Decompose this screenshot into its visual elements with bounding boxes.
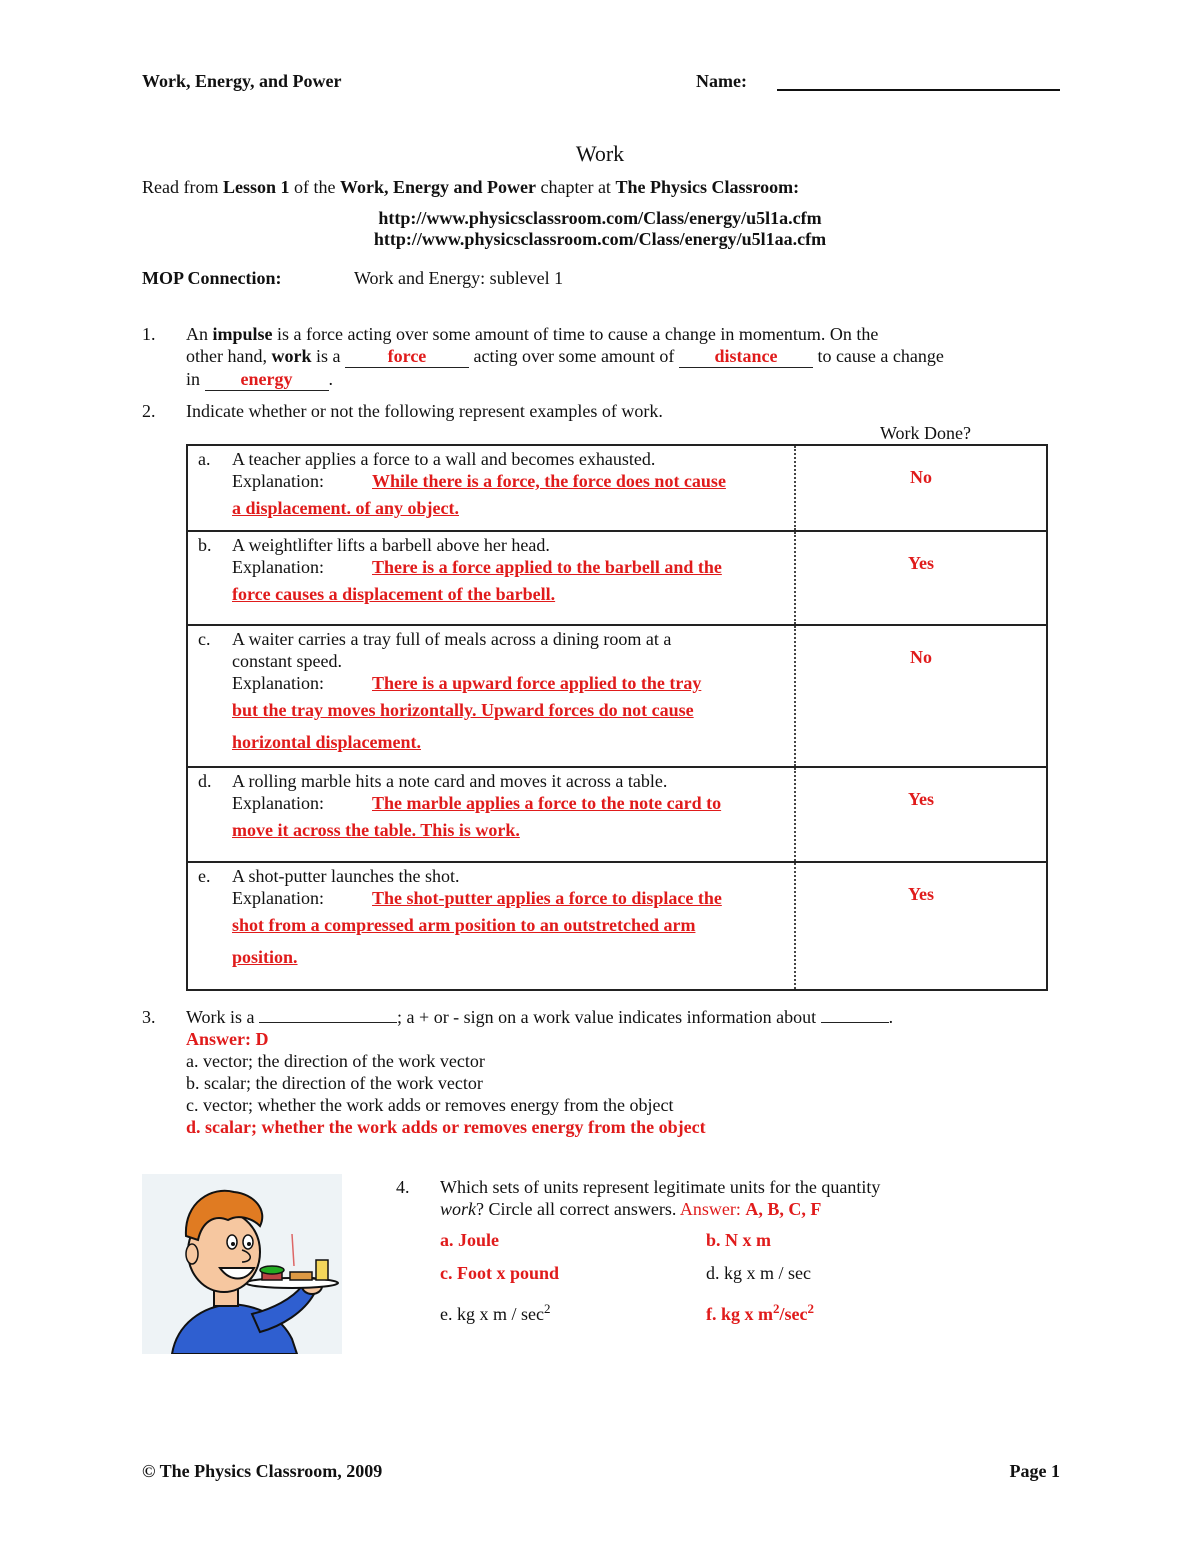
row-explanation: force causes a displacement of the barbell. — [232, 584, 556, 604]
work-done-answer: Yes — [795, 862, 1047, 990]
q2-number: 2. — [142, 401, 156, 421]
row-scenario: A teacher applies a force to a wall and becomes exhausted. — [232, 449, 656, 469]
row-letter: b. — [198, 535, 212, 555]
row-scenario: constant speed. — [232, 651, 342, 671]
q4-option-e: e. kg x m / $\sec^2$ — [440, 1301, 551, 1324]
row-letter: e. — [198, 866, 211, 886]
row-explanation: While there is a force, the force does not cause — [372, 471, 726, 491]
row-scenario: A rolling marble hits a note card and moves it across a table. — [232, 771, 668, 791]
table-row — [187, 531, 1047, 625]
row-explanation: The shot-putter applies a force to displace the — [372, 888, 722, 908]
mop-value: Work and Energy: sublevel 1 — [354, 268, 564, 288]
row-letter: d. — [198, 771, 212, 791]
q1-answer-energy: energy — [205, 368, 329, 391]
work-done-answer: Yes — [795, 531, 1047, 625]
q1-number: 1. — [142, 324, 156, 344]
q4-option-a: a. Joule — [440, 1230, 500, 1250]
q1-answer-force: force — [345, 345, 469, 368]
document-title: Work, Energy, and Power — [142, 71, 342, 91]
mop-label: MOP Connection: — [142, 268, 282, 288]
row-explanation: There is a upward force applied to the tray — [372, 673, 702, 693]
q1-answer-distance: distance — [679, 345, 813, 368]
table-row — [187, 767, 1047, 862]
q3-text: Work is a ; a + or - sign on a work value indicates information about . Answer: D a. vector; the direction of the work vector b. scalar; the direction of the work vector c. vector; whether the work adds or removes energy from the object d. scalar; whether the work adds or removes energy from the object — [186, 1006, 1066, 1138]
row-explanation: The marble applies a force to the note card to — [372, 793, 722, 813]
page-title: Work — [575, 141, 625, 166]
q4-option-f: f. kg x $m^2/\sec^2$ — [706, 1301, 814, 1324]
row-explanation: horizontal displacement. — [232, 732, 421, 752]
explanation-label: Explanation: — [232, 793, 324, 813]
table-row — [187, 625, 1047, 767]
row-scenario: A shot-putter launches the shot. — [232, 866, 460, 886]
table-row — [187, 445, 1047, 531]
q4-option-d: d. kg x m / sec — [706, 1263, 811, 1283]
q4-option-c: c. Foot x pound — [440, 1263, 560, 1283]
work-done-header: Work Done? — [880, 423, 972, 443]
q3-answer: Answer: D — [186, 1029, 269, 1049]
q3-option-c: c. vector; whether the work adds or removes energy from the object — [186, 1095, 674, 1115]
name-field-line[interactable] — [777, 89, 1060, 91]
row-letter: c. — [198, 629, 211, 649]
row-letter: a. — [198, 449, 211, 469]
row-explanation: shot from a compressed arm position to an outstretched arm — [232, 915, 696, 935]
work-examples-table — [186, 444, 1048, 991]
row-scenario: A waiter carries a tray full of meals across a dining room at a — [232, 629, 672, 649]
table-row — [187, 862, 1047, 990]
q3-blank-1 — [259, 1006, 397, 1023]
lesson-url-1[interactable]: http://www.physicsclassroom.com/Class/energy/u5l1a.cfm — [378, 208, 822, 228]
waiter-illustration — [142, 1174, 342, 1354]
footer-copyright: © The Physics Classroom, 2009 — [142, 1461, 383, 1481]
row-explanation: There is a force applied to the barbell and the — [372, 557, 722, 577]
row-explanation: position. — [232, 947, 298, 967]
name-label: Name: — [696, 71, 747, 91]
q3-option-a: a. vector; the direction of the work vector — [186, 1051, 485, 1071]
q4-number: 4. — [396, 1177, 410, 1197]
q3-number: 3. — [142, 1007, 156, 1027]
row-explanation: move it across the table. This is work. — [232, 820, 520, 840]
work-done-answer: No — [795, 625, 1047, 767]
q2-prompt: Indicate whether or not the following represent examples of work. — [186, 401, 663, 421]
q4-text: Which sets of units represent legitimate units for the quantity work? Circle all correct answers. Answer: A, B, C, F — [440, 1177, 881, 1219]
row-explanation: but the tray moves horizontally. Upward forces do not cause — [232, 700, 694, 720]
q3-option-b: b. scalar; the direction of the work vector — [186, 1073, 483, 1093]
explanation-label: Explanation: — [232, 557, 324, 577]
work-done-answer: Yes — [795, 767, 1047, 862]
row-scenario: A weightlifter lifts a barbell above her head. — [232, 535, 550, 555]
q4-option-b: b. N x m — [706, 1230, 772, 1250]
work-done-answer: No — [795, 445, 1047, 531]
explanation-label: Explanation: — [232, 888, 324, 908]
q3-option-d: d. scalar; whether the work adds or removes energy from the object — [186, 1117, 706, 1137]
footer-page-number: Page 1 — [1009, 1461, 1060, 1481]
read-from-line: Read from Lesson 1 of the Work, Energy and Power chapter at The Physics Classroom: — [142, 177, 800, 197]
row-explanation: a displacement. of any object. — [232, 498, 459, 518]
explanation-label: Explanation: — [232, 673, 324, 693]
q1-text: An impulse is a force acting over some amount of time to cause a change in momentum. On the other hand, work is a force acting over some amount of distance to cause a change in energy . — [186, 324, 944, 389]
lesson-url-2[interactable]: http://www.physicsclassroom.com/Class/energy/u5l1aa.cfm — [373, 229, 827, 249]
q3-blank-2 — [821, 1006, 889, 1023]
explanation-label: Explanation: — [232, 471, 324, 491]
